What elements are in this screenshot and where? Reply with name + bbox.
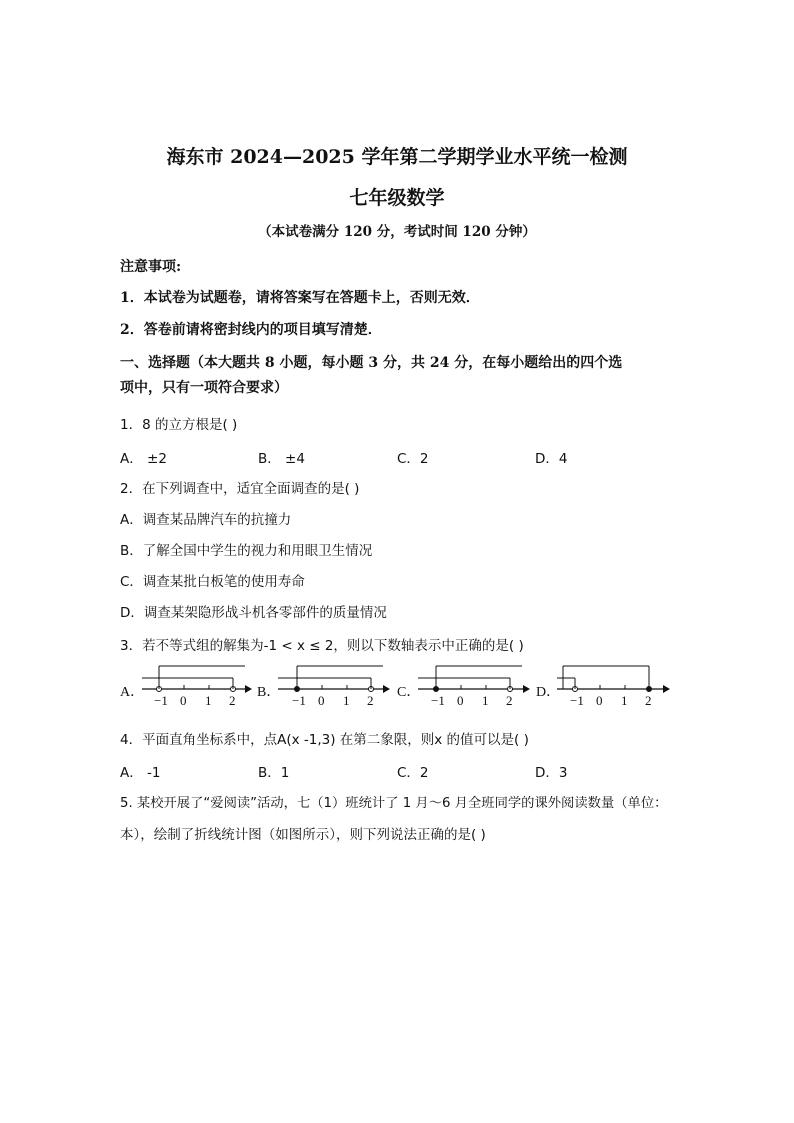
tick-label-b-1: 1 xyxy=(343,693,350,708)
q4-stem: 4．平面直角坐标系中，点A(x -1,3) 在第二象限，则x 的值可以是( ) xyxy=(120,732,529,748)
notes-heading: 注意事项: xyxy=(120,259,182,275)
tick-label-c-0: 0 xyxy=(457,693,464,708)
q1-option-d: D．4 xyxy=(535,451,568,467)
q4-option-d: D．3 xyxy=(535,765,568,781)
section1-heading-line1: 一、选择题（本大题共 8 小题，每小题 3 分，共 24 分，在每小题给出的四个选 xyxy=(120,355,623,371)
tick-label-a-1: 1 xyxy=(205,693,212,708)
q4-option-a: A． -1 xyxy=(120,765,161,781)
tick-label-d-0: 0 xyxy=(596,693,603,708)
tick-label-c-1: 1 xyxy=(482,693,489,708)
q2-option-b: B．了解全国中学生的视力和用眼卫生情况 xyxy=(120,543,373,559)
q3-option-a-label: A． xyxy=(120,685,145,700)
page-title: 海东市 2024—2025 学年第二学期学业水平统一检测 xyxy=(166,146,628,168)
q4-option-b: B．1 xyxy=(258,765,290,781)
tick-label-c-neg1: −1 xyxy=(431,693,445,708)
tick-label-d-1: 1 xyxy=(621,693,628,708)
q3-option-c-label: C． xyxy=(397,685,421,700)
notes-item-2: 2．答卷前请将密封线内的项目填写清楚． xyxy=(120,322,382,338)
q4-option-c: C．2 xyxy=(397,765,429,781)
q3-number-line-a xyxy=(140,658,255,710)
q2-stem: 2．在下列调查中，适宜全面调查的是( ) xyxy=(120,481,360,497)
q3-option-b-label: B． xyxy=(257,685,281,700)
tick-label-a-2: 2 xyxy=(229,693,236,708)
q1-option-c: C．2 xyxy=(397,451,429,467)
q1-option-a: A． ±2 xyxy=(120,451,167,467)
exam-info: （本试卷满分 120 分，考试时间 120 分钟） xyxy=(258,224,536,240)
tick-label-b-0: 0 xyxy=(318,693,325,708)
tick-label-a-0: 0 xyxy=(180,693,187,708)
tick-label-d-2: 2 xyxy=(645,693,652,708)
tick-label-d-neg1: −1 xyxy=(570,693,584,708)
q1-option-b: B． ±4 xyxy=(258,451,305,467)
q3-number-line-d xyxy=(555,658,673,710)
q1-stem: 1．8 的立方根是( ) xyxy=(120,417,238,433)
tick-label-b-2: 2 xyxy=(367,693,374,708)
tick-label-a-neg1: −1 xyxy=(154,693,168,708)
q5-stem-line2: 本），绘制了折线统计图（如图所示），则下列说法正确的是( ) xyxy=(120,827,486,843)
q2-option-d: D．调查某架隐形战斗机各零部件的质量情况 xyxy=(120,605,387,621)
page-subtitle: 七年级数学 xyxy=(349,187,445,209)
q3-number-line-b xyxy=(276,658,393,710)
q2-option-a: A．调查某品牌汽车的抗撞力 xyxy=(120,512,292,528)
notes-item-1: 1．本试卷为试题卷，请将答案写在答题卡上，否则无效． xyxy=(120,290,480,306)
q3-stem: 3．若不等式组的解集为-1 < x ≤ 2，则以下数轴表示中正确的是( ) xyxy=(120,638,524,654)
tick-label-c-2: 2 xyxy=(506,693,513,708)
q2-option-c: C．调查某批白板笔的使用寿命 xyxy=(120,574,305,590)
tick-label-b-neg1: −1 xyxy=(292,693,306,708)
q3-number-line-c xyxy=(416,658,533,710)
q5-stem-line1: 5. 某校开展了“爱阅读”活动，七（1）班统计了 1 月～6 月全班同学的课外阅读数量（单位： xyxy=(120,796,668,811)
section1-heading-line2: 项中，只有一项符合要求） xyxy=(120,380,288,396)
q3-option-d-label: D． xyxy=(536,685,561,700)
